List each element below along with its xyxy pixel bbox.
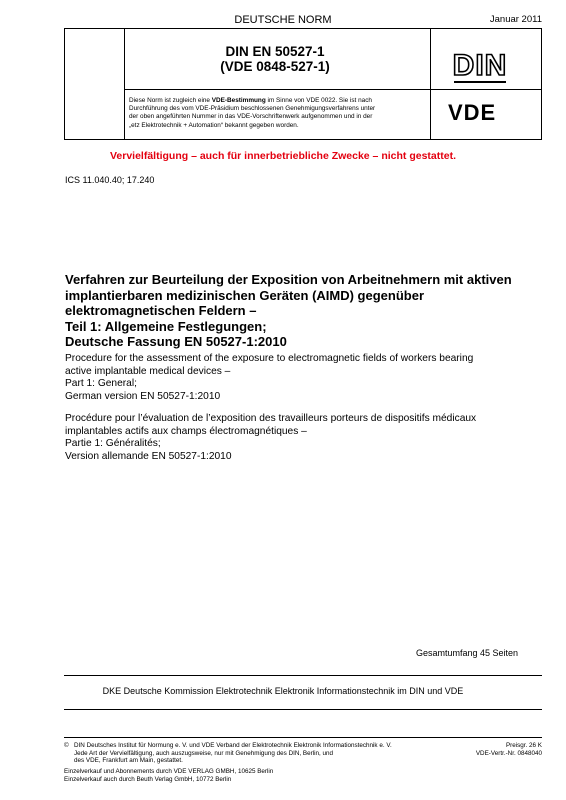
standard-type-label: DEUTSCHE NORM bbox=[234, 14, 332, 26]
copyright-line: DIN Deutsches Institut für Normung e. V. und VDE Verband der Elektrotechnik Elektronik Informationstechnik e. V. bbox=[74, 742, 392, 749]
ics-code: ICS 11.040.40; 17.240 bbox=[65, 175, 155, 185]
vde-note-bold: VDE-Bestimmung bbox=[211, 97, 266, 104]
din-logo-text: DIN bbox=[452, 49, 508, 82]
price-info bbox=[476, 742, 542, 757]
vde-note-line2: Durchführung des vom VDE-Präsidium beschlossenen Genehmigungsverfahrens unter bbox=[129, 105, 376, 113]
vde-order-number: VDE-Vertr.-Nr. 0848040 bbox=[475, 749, 542, 757]
title-de-line: implantierbaren medizinischen Geräten (AIMD) gegenüber bbox=[65, 287, 425, 303]
publication-date: Januar 2011 bbox=[489, 14, 542, 25]
sales-line: Einzelverkauf und Abonnements durch VDE VERLAG GMBH, 10625 Berlin bbox=[64, 768, 274, 775]
title-english bbox=[65, 353, 535, 403]
din-logo bbox=[452, 42, 508, 86]
title-en-line: Procedure for the assessment of the exposure to electromagnetic fields of workers bearing bbox=[65, 353, 474, 364]
dke-statement: DKE Deutsche Kommission Elektrotechnik Elektronik Informationstechnik im DIN und VDE bbox=[102, 686, 464, 696]
box-bottom-rule bbox=[64, 139, 542, 140]
vde-note-prefix: Diese Norm ist zugleich eine bbox=[129, 97, 212, 104]
title-en-line: German version EN 50527-1:2010 bbox=[65, 390, 221, 402]
price-group: Preisgr. 26 K bbox=[505, 742, 542, 749]
copyright-line: Jede Art der Vervielfältigung, auch auszugsweise, nur mit Genehmigung des DIN, Berlin, und bbox=[74, 749, 334, 757]
title-de-line: Verfahren zur Beurteilung der Exposition von Arbeitnehmern mit aktiven bbox=[65, 272, 512, 287]
document-number-block bbox=[124, 44, 426, 74]
box-left-rule bbox=[64, 28, 65, 140]
box-middle-rule bbox=[124, 89, 542, 90]
sales-line: Einzelverkauf auch durch Beuth Verlag GmbH, 10772 Berlin bbox=[64, 775, 232, 783]
sales-info bbox=[64, 768, 273, 783]
title-fr-line: implantables actifs aux champs électromagnétiques – bbox=[65, 425, 307, 437]
title-fr-line: Partie 1: Généralités; bbox=[65, 438, 161, 449]
header-rule bbox=[64, 28, 542, 29]
copyright-notice bbox=[74, 742, 392, 765]
title-french bbox=[65, 413, 535, 463]
copyright-symbol: © bbox=[64, 742, 69, 749]
copyright-line: des VDE, Frankfurt am Main, gestattet. bbox=[74, 757, 183, 765]
title-de-line: Deutsche Fassung EN 50527-1:2010 bbox=[65, 334, 287, 350]
title-en-line: Part 1: General; bbox=[65, 378, 137, 389]
vde-logo: VDE bbox=[448, 100, 497, 125]
vde-note-line4: „etz Elektrotechnik + Automation“ bekannt gegeben worden. bbox=[129, 121, 299, 129]
vde-note-line3: der oben angeführten Nummer in das VDE-Vorschriftenwerk aufgenommen und in der bbox=[129, 113, 373, 121]
title-de-line: elektromagnetischen Feldern – bbox=[65, 303, 257, 319]
total-pages: Gesamtumfang 45 Seiten bbox=[415, 648, 518, 658]
vde-note-rest: im Sinne von VDE 0022. Sie ist nach bbox=[265, 97, 372, 104]
title-fr-line: Procédure pour l’évaluation de l’exposition des travailleurs porteurs de dispositifs médicaux bbox=[65, 413, 477, 424]
title-de-line: Teil 1: Allgemeine Festlegungen; bbox=[65, 318, 267, 334]
vde-note bbox=[129, 97, 427, 130]
footer-top-rule bbox=[64, 737, 542, 738]
box-right-rule bbox=[541, 28, 542, 140]
dke-top-rule bbox=[64, 675, 542, 676]
reproduction-warning: Vervielfältigung – auch für innerbetriebliche Zwecke – nicht gestattet. bbox=[109, 150, 456, 162]
title-german bbox=[65, 272, 535, 350]
document-number: DIN EN 50527-1 bbox=[225, 44, 325, 59]
title-fr-line: Version allemande EN 50527-1:2010 bbox=[65, 450, 232, 462]
dke-bottom-rule bbox=[64, 709, 542, 710]
vde-number: (VDE 0848-527-1) bbox=[220, 59, 330, 74]
box-divider-right bbox=[430, 28, 431, 140]
title-en-line: active implantable medical devices – bbox=[65, 365, 231, 377]
